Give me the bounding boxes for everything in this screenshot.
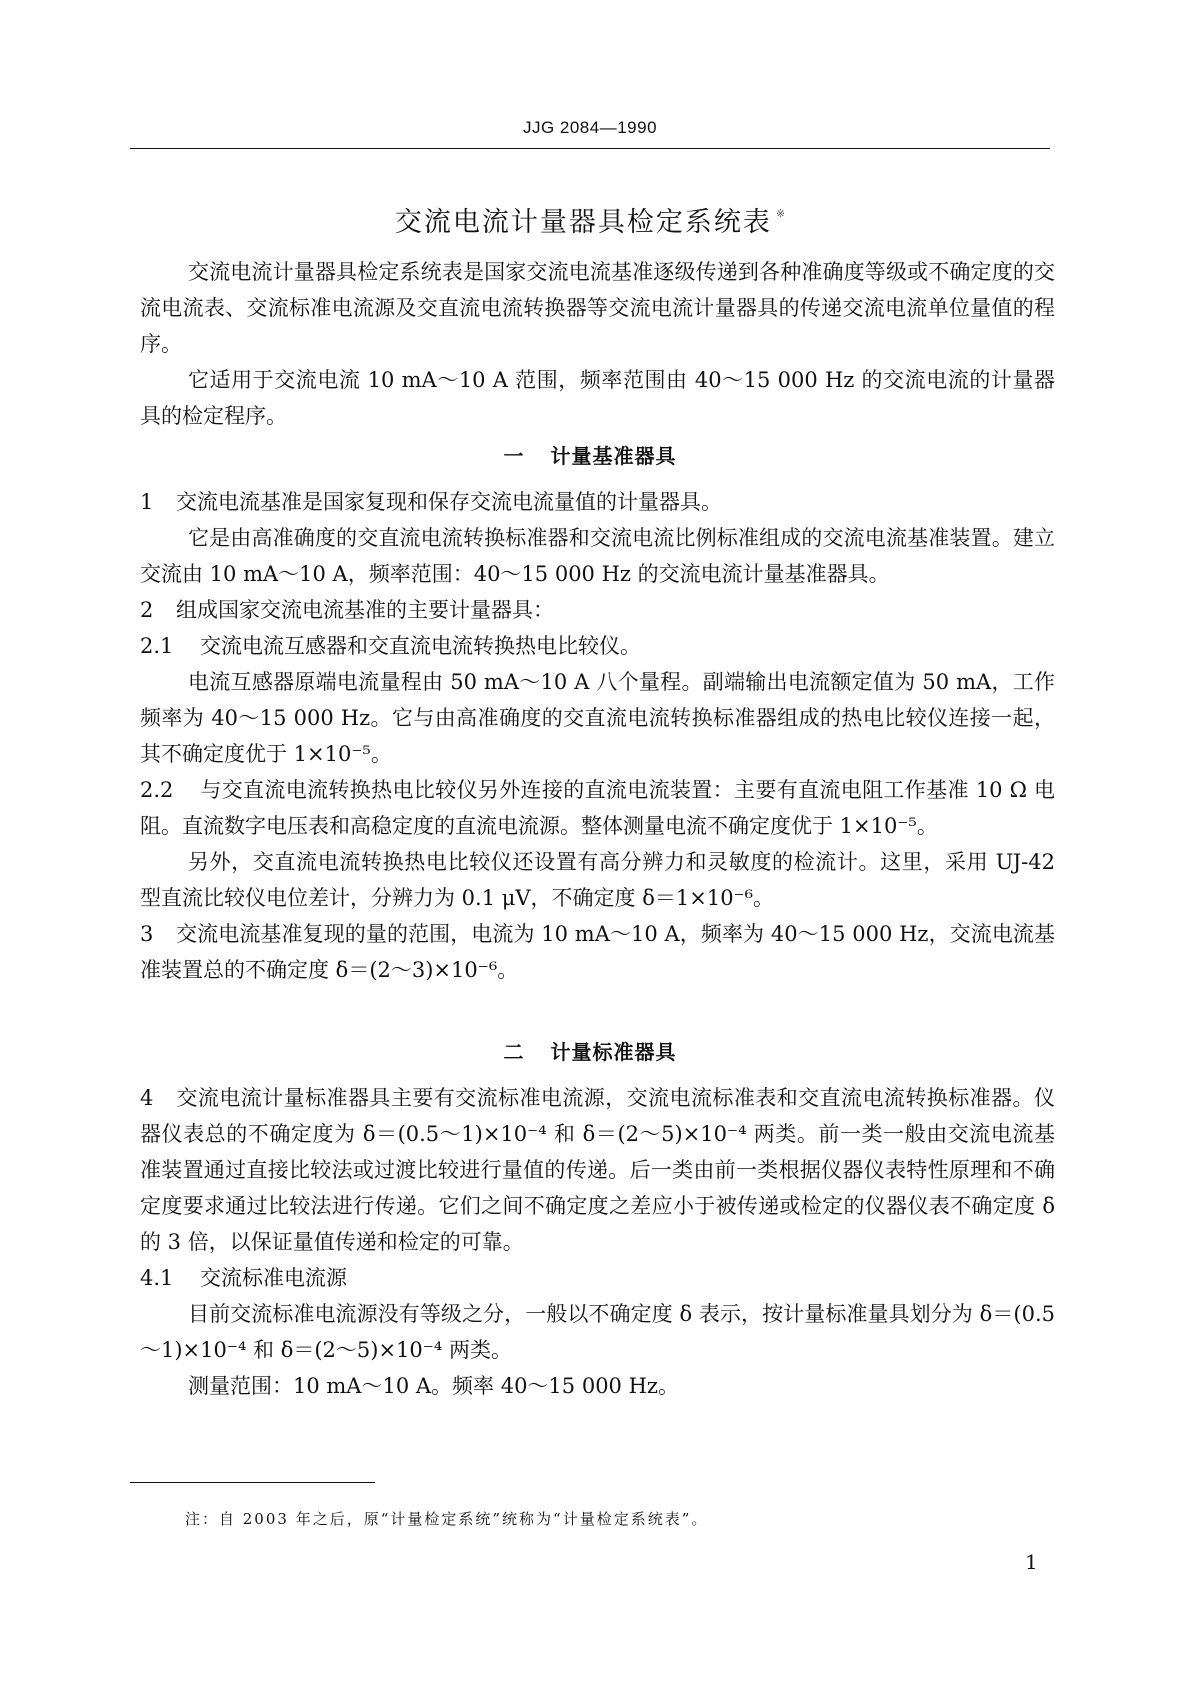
clause-1-paragraph: 它是由高准确度的交直流电流转换标准器和交流电流比例标准组成的交流电流基准装置。建立交流由 10 mA～10 A，频率范围：40～15 000 Hz 的交流电流计量基准器具。 [140, 526, 1055, 586]
clause-2-2-text: 与交直流电流转换热电比较仪另外连接的直流电流装置：主要有直流电阻工作基准 10 Ω 电阻。直流数字电压表和高稳定度的直流电流源。整体测量电流不确定度优于 1×10⁻⁵。 [140, 778, 1055, 838]
clause-2-text: 组成国家交流电流基准的主要计量器具： [176, 598, 554, 622]
intro-paragraph-2: 它适用于交流电流 10 mA～10 A 范围，频率范围由 40～15 000 Hz 的交流电流的计量器具的检定程序。 [140, 368, 1055, 428]
clause-2-1-number: 2.1 [140, 634, 174, 658]
section-heading-2 [130, 1036, 1050, 1065]
clause-2-1-paragraph: 电流互感器原端电流量程由 50 mA～10 A 八个量程。副端输出电流额定值为 50 mA，工作频率为 40～15 000 Hz。它与由高准确度的交直流电流转换标准器组成的热电比较仪连接一起，其不确定度优于 1×10⁻⁵。 [140, 670, 1055, 766]
section-2-number: 二 [503, 1040, 525, 1064]
clause-4-text: 交流电流计量标准器具主要有交流标准电流源，交流电流标准表和交直流电流转换标准器。仪器仪表总的不确定度为 δ＝(0.5～1)×10⁻⁴ 和 δ＝(2～5)×10⁻⁴ 两类。前一类一般由交流电流基准装置通过直接比较法或过渡比较进行量值的传递。后一类由前一类根据仪器仪表特性原理和不确定度要求通过比较法进行传递。它们之间不确定度之差应小于被传递或检定的仪器仪表不确定度 δ 的 3 倍，以保证量值传递和检定的可靠。 [140, 1086, 1055, 1254]
clause-4-number: 4 [140, 1086, 154, 1110]
clause-3 [140, 916, 1055, 988]
header-rule [130, 148, 1050, 149]
section-heading-1 [130, 440, 1050, 469]
section-1-number: 一 [503, 444, 525, 468]
intro-block [140, 254, 1055, 434]
intro-paragraph-1: 交流电流计量器具检定系统表是国家交流电流基准逐级传递到各种准确度等级或不确定度的交流电流表、交流标准电流源及交直流电流转换器等交流电流计量器具的传递交流电流单位量值的程序。 [140, 260, 1055, 356]
footnote: 注：自 2003 年之后，原“计量检定系统”统称为“计量检定系统表”。 [185, 1510, 709, 1528]
clause-2-1 [140, 628, 1055, 664]
clause-4-1-number: 4.1 [140, 1266, 174, 1290]
clause-4-1-text: 交流标准电流源 [200, 1266, 347, 1290]
clause-3-number: 3 [140, 922, 154, 946]
clause-2-number: 2 [140, 598, 154, 622]
title-text: 交流电流计量器具检定系统表 [394, 207, 772, 238]
clause-4-1 [140, 1260, 1055, 1296]
clause-2-2 [140, 772, 1055, 844]
clause-1 [140, 484, 1055, 520]
section-1-body [140, 484, 1055, 988]
section-1-title: 计量基准器具 [550, 444, 677, 468]
title-footnote-mark: ※ [775, 207, 786, 220]
clause-2-1-text: 交流电流互感器和交直流电流转换热电比较仪。 [200, 634, 641, 658]
section-2-title: 计量标准器具 [550, 1040, 677, 1064]
clause-1-text: 交流电流基准是国家复现和保存交流电流量值的计量器具。 [176, 490, 722, 514]
clause-4 [140, 1080, 1055, 1260]
standard-code-header [130, 118, 1050, 138]
footnote-rule [130, 1482, 375, 1483]
clause-4-1-paragraph-1: 目前交流标准电流源没有等级之分，一般以不确定度 δ 表示，按计量标准量具划分为 δ＝(0.5～1)×10⁻⁴ 和 δ＝(2～5)×10⁻⁴ 两类。 [140, 1302, 1055, 1362]
section-2-body [140, 1080, 1055, 1404]
clause-4-1-paragraph-2: 测量范围：10 mA～10 A。频率 40～15 000 Hz。 [188, 1374, 679, 1398]
clause-2-2-number: 2.2 [140, 778, 174, 802]
clause-2 [140, 592, 1055, 628]
clause-1-number: 1 [140, 490, 154, 514]
page-title [130, 200, 1050, 239]
standard-code: JJG 2084—1990 [522, 118, 658, 137]
clause-3-text: 交流电流基准复现的量的范围，电流为 10 mA～10 A，频率为 40～15 000 Hz，交流电流基准装置总的不确定度 δ＝(2～3)×10⁻⁶。 [140, 922, 1055, 982]
page-number: 1 [1025, 1550, 1038, 1574]
clause-2-2-paragraph: 另外，交直流电流转换热电比较仪还设置有高分辨力和灵敏度的检流计。这里，采用 UJ-42 型直流比较仪电位差计，分辨力为 0.1 μV，不确定度 δ＝1×10⁻⁶。 [140, 850, 1055, 910]
